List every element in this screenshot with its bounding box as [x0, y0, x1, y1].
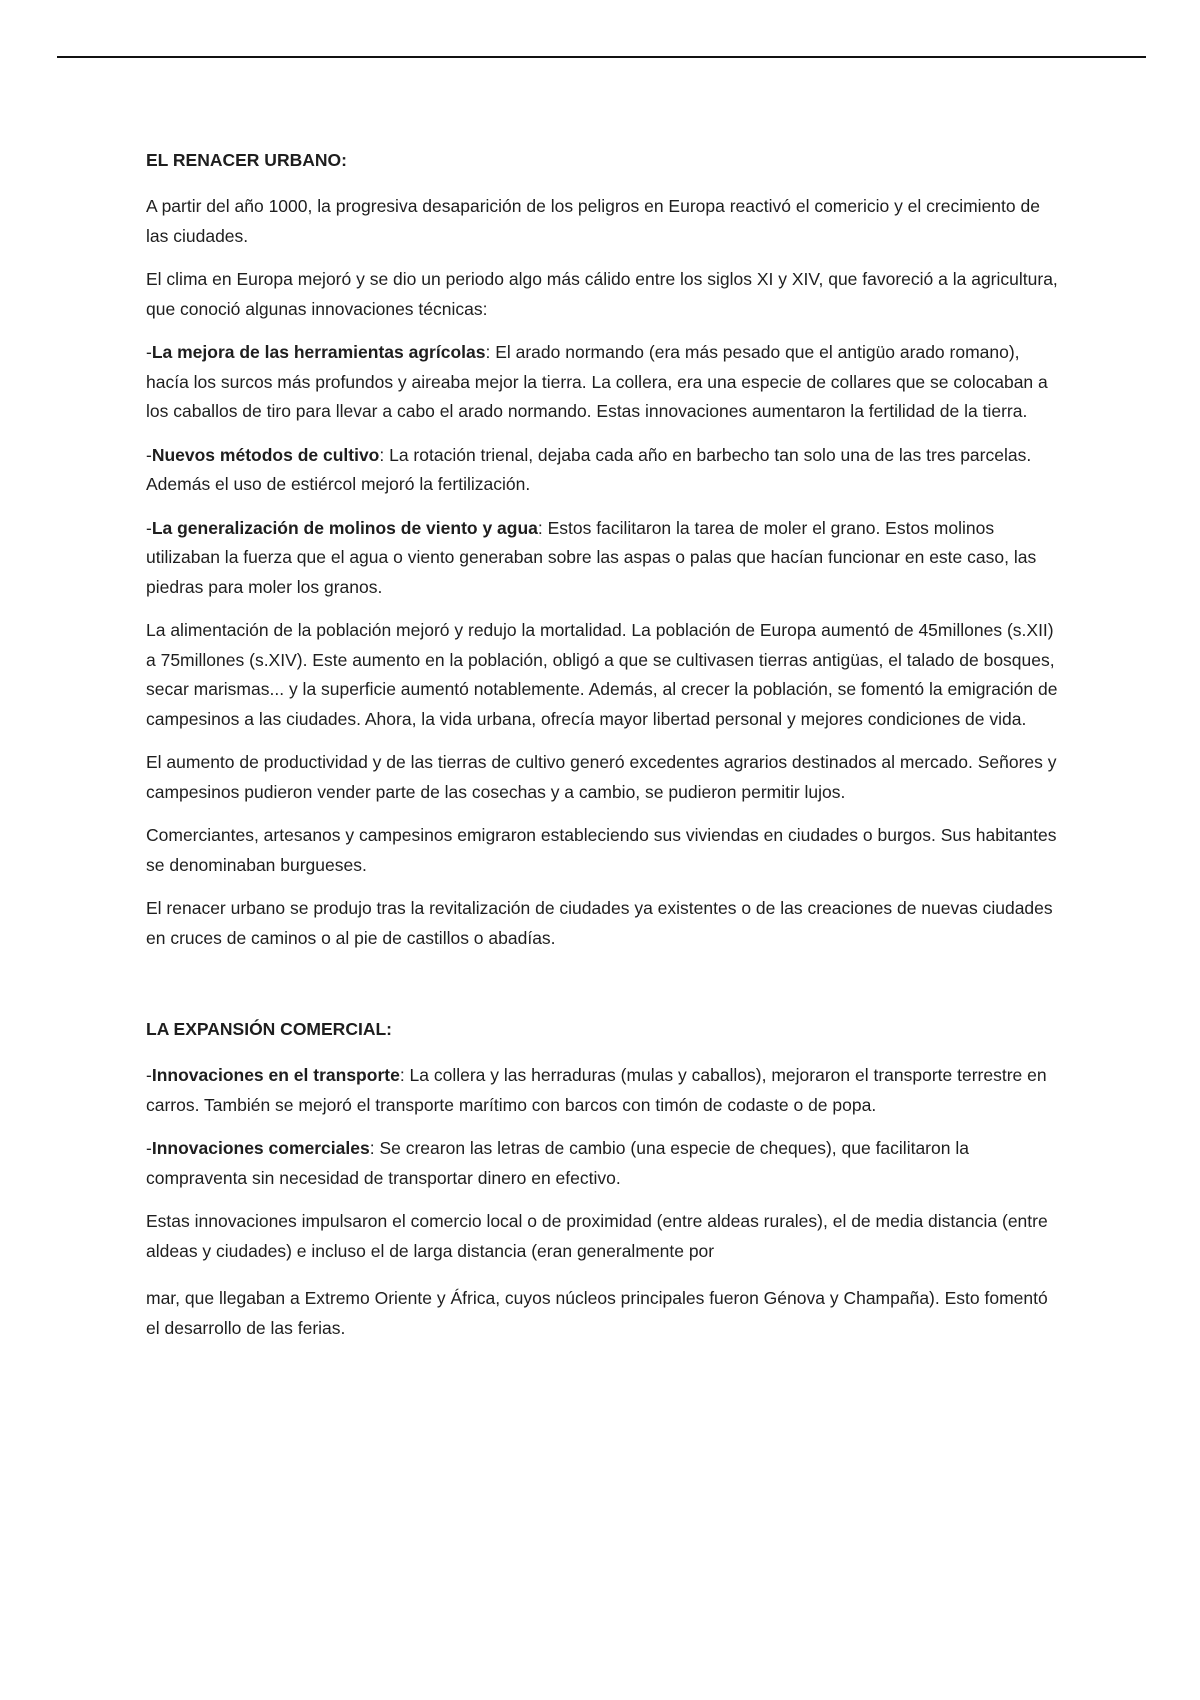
section-heading-expansion-comercial: LA EXPANSIÓN COMERCIAL:: [146, 1019, 392, 1039]
section-heading-renacer-urbano: EL RENACER URBANO:: [146, 150, 347, 170]
list-item-molinos: [146, 514, 1066, 603]
paragraph: A partir del año 1000, la progresiva desaparición de los peligros en Europa reactivó el comericio y el crecimiento de las ciudades.: [146, 196, 1040, 246]
item-term: Nuevos métodos de cultivo: [151, 444, 380, 465]
paragraph: mar, que llegaban a Extremo Oriente y África, cuyos núcleos principales fueron Génova y Champaña). Esto fomentó el desarrollo de las ferias.: [146, 1288, 1048, 1338]
item-dash: -: [146, 342, 152, 362]
item-term: La generalización de molinos de viento y agua: [151, 517, 538, 538]
item-term: Innovaciones comerciales: [151, 1138, 370, 1158]
paragraph: Estas innovaciones impulsaron el comercio local o de proximidad (entre aldeas rurales), el de media distancia (entre aldeas y ciudades) e incluso el de larga distancia (eran generalmente por: [146, 1211, 1048, 1261]
item-term: La mejora de las herramientas agrícolas: [151, 342, 486, 362]
item-text: : La rotación trienal, dejaba cada año en barbecho tan solo una de las tres parcelas. Además el uso de estiércol mejoró la fertilización.: [146, 444, 1032, 494]
list-item-herramientas: [146, 338, 1066, 427]
paragraph: El aumento de productividad y de las tierras de cultivo generó excedentes agrarios destinados al mercado. Señores y campesinos pudieron vender parte de las cosechas y a cambio, se pudieron permitir lujos.: [146, 752, 1057, 802]
list-item-transporte: [146, 1061, 1066, 1120]
document-body: [146, 146, 1066, 1357]
item-dash: -: [146, 517, 152, 538]
item-text: : Se crearon las letras de cambio (una especie de cheques), que facilitaron la compraventa sin necesidad de transportar dinero en efectivo.: [146, 1138, 969, 1188]
item-text: : El arado normando (era más pesado que el antigüo arado romano), hacía los surcos más profundos y aireaba mejor la tierra. La collera, era una especie de collares que se colocaban a los caballos de tiro para llevar a cabo el arado normando. Estas innovaciones aumentaron la fertilidad de la tierra.: [146, 342, 1048, 421]
item-dash: -: [146, 444, 152, 465]
list-item-comerciales: [146, 1134, 1066, 1193]
item-text: : La collera y las herraduras (mulas y caballos), mejoraron el transporte terrestre en carros. También se mejoró el transporte marítimo con barcos con timón de codaste o de popa.: [146, 1065, 1047, 1115]
item-text: : Estos facilitaron la tarea de moler el grano. Estos molinos utilizaban la fuerza que el agua o viento generaban sobre las aspas o palas que hacían funcionar en este caso, las piedras para moler los granos.: [146, 517, 1037, 597]
header-rule: [57, 56, 1146, 58]
item-term: Innovaciones en el transporte: [151, 1065, 400, 1085]
item-dash: -: [146, 1065, 152, 1085]
section-spacer: [146, 967, 1066, 1015]
paragraph: Comerciantes, artesanos y campesinos emigraron estableciendo sus viviendas en ciudades o burgos. Sus habitantes se denominaban burgueses.: [146, 825, 1057, 875]
paragraph: El clima en Europa mejoró y se dio un periodo algo más cálido entre los siglos XI y XIV, que favoreció a la agricultura, que conoció algunas innovaciones técnicas:: [146, 269, 1058, 319]
paragraph: El renacer urbano se produjo tras la revitalización de ciudades ya existentes o de las creaciones de nuevas ciudades en cruces de caminos o al pie de castillos o abadías.: [146, 898, 1053, 948]
paragraph: La alimentación de la población mejoró y redujo la mortalidad. La población de Europa aumentó de 45millones (s.XII) a 75millones (s.XIV). Este aumento en la población, obligó a que se cultivasen tierras antigüas, el talado de bosques, secar marismas... y la superficie aumentó notablemente. Además, al crecer la población, se fomentó la emigración de campesinos a las ciudades. Ahora, la vida urbana, ofrecía mayor libertad personal y mejores condiciones de vida.: [146, 620, 1058, 729]
item-dash: -: [146, 1138, 152, 1158]
list-item-cultivo: [146, 441, 1066, 500]
